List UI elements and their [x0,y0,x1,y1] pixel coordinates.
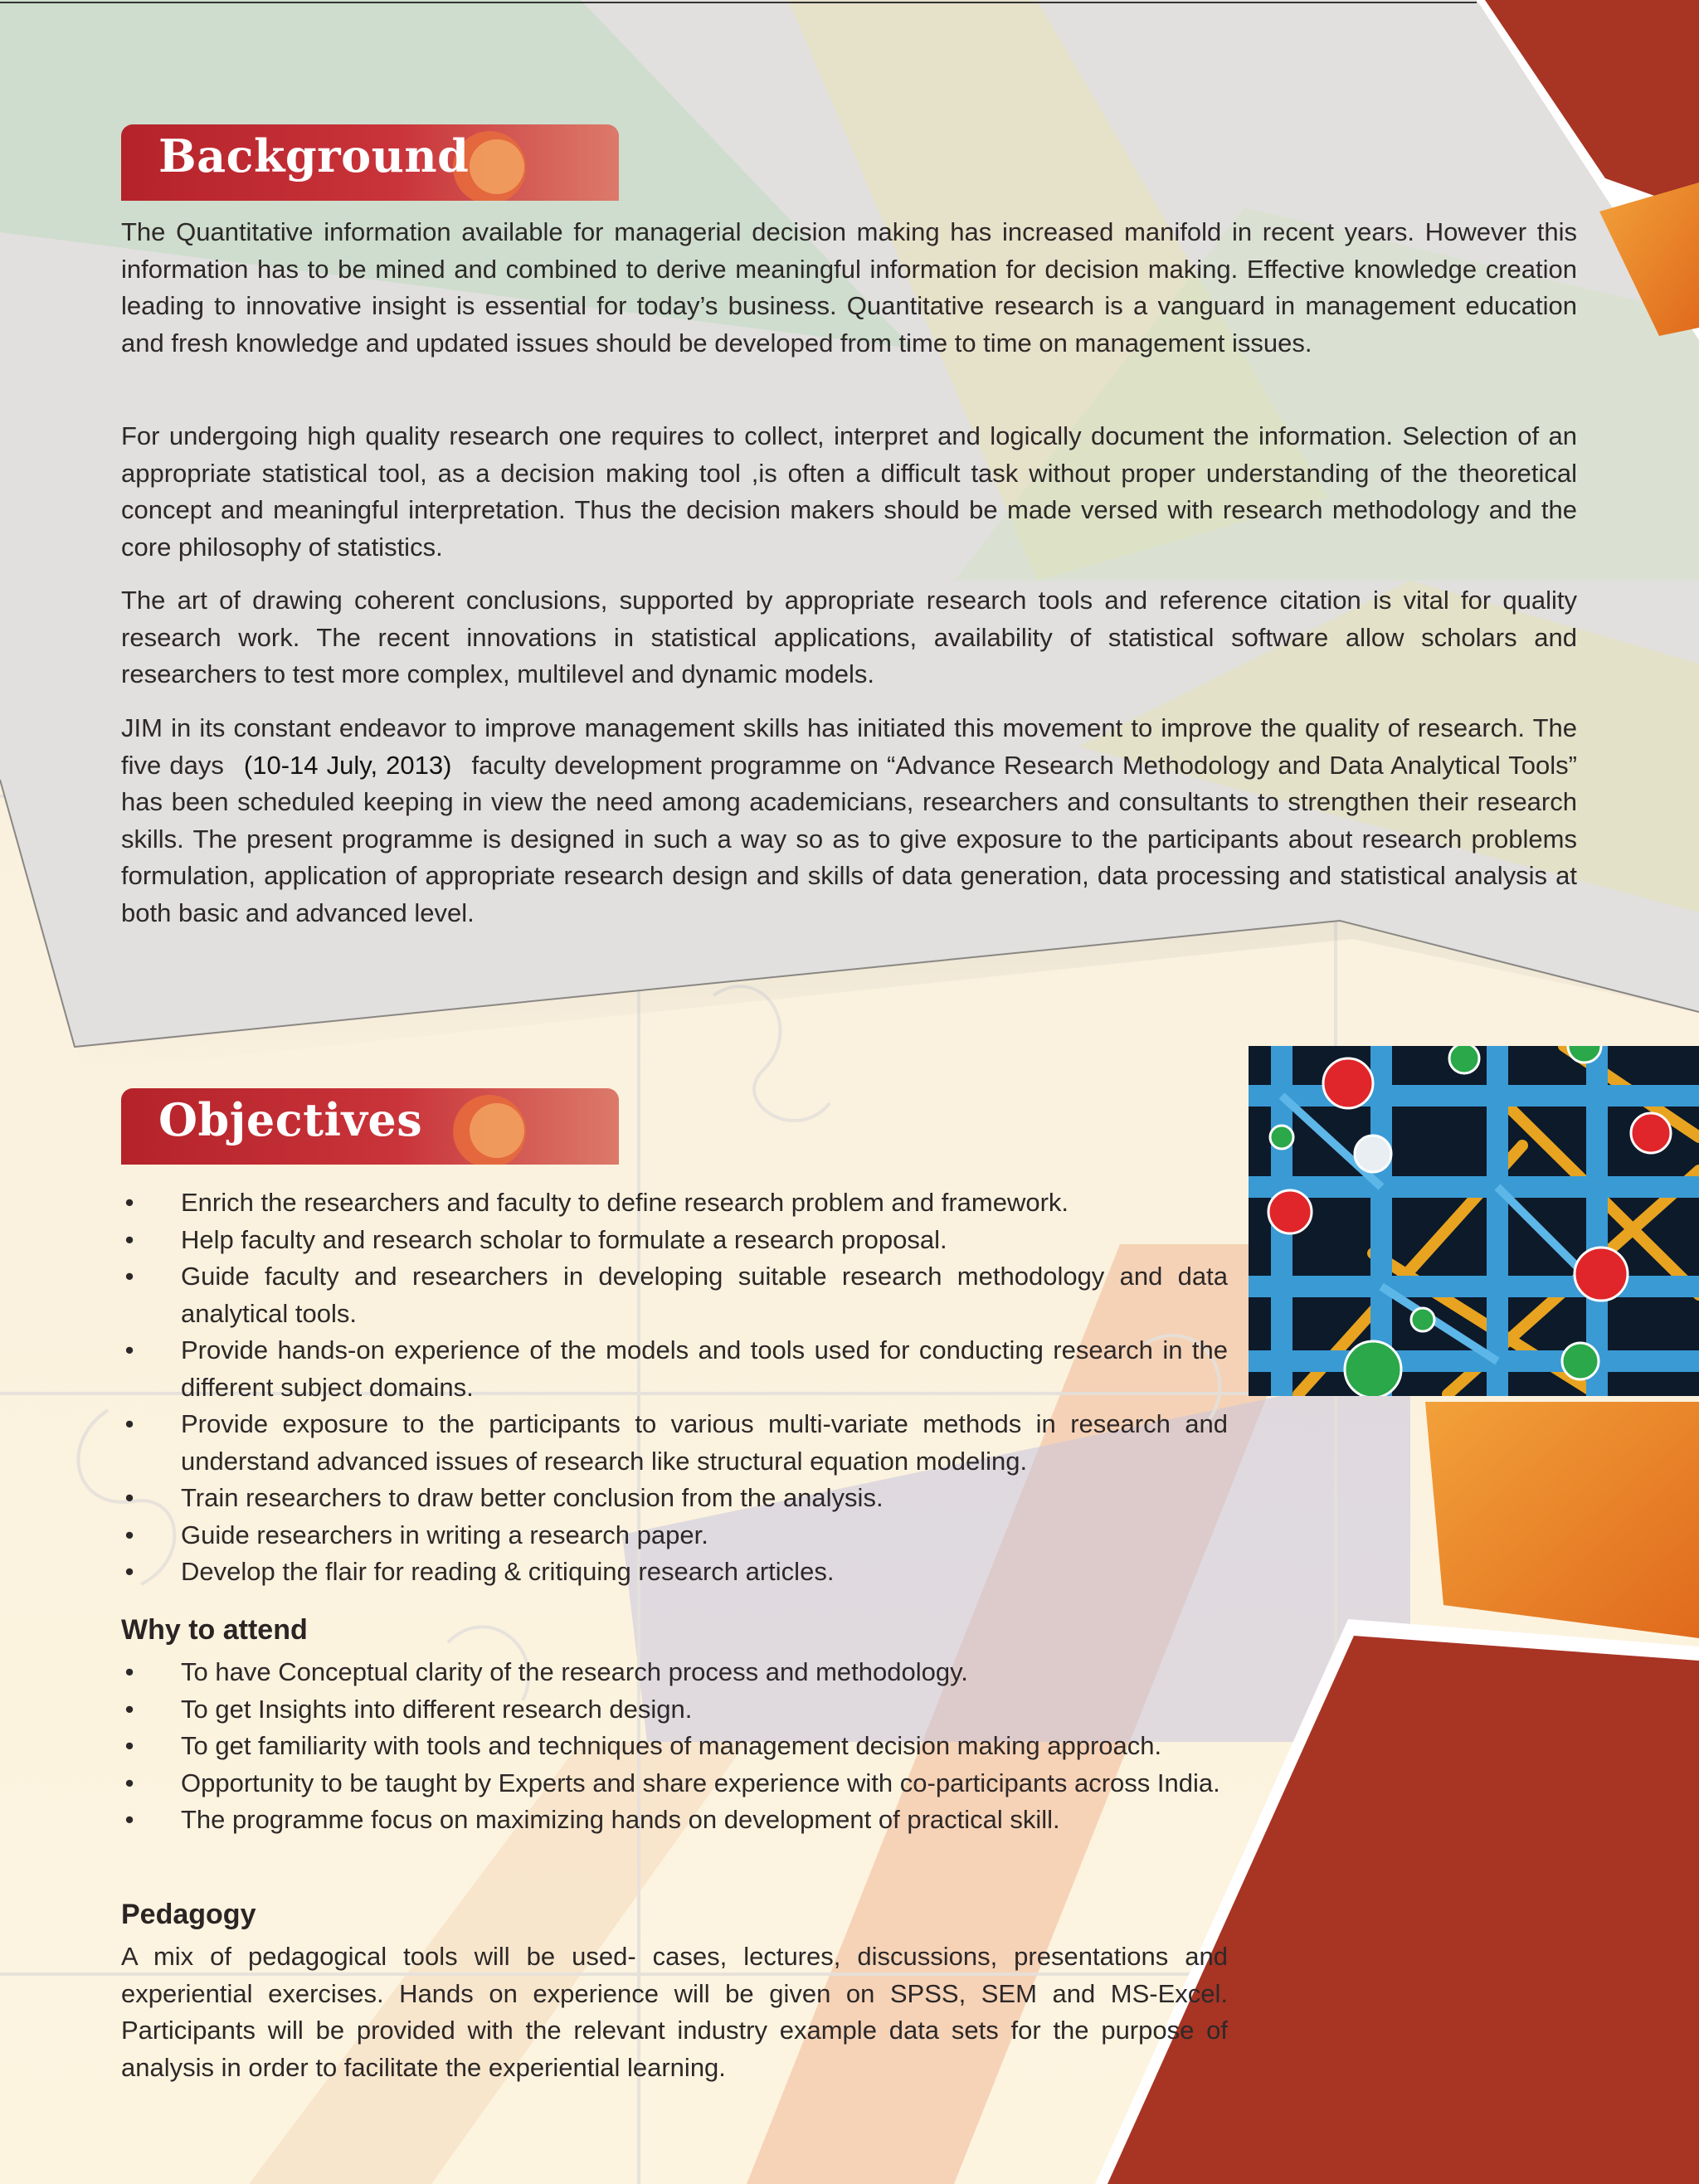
list-item: • Provide hands-on experience of the models and tools used for conducting research in the different subject domains. [124,1335,1228,1402]
list-item: • Enrich the researchers and faculty to define research problem and framework. [124,1188,1069,1217]
list-item: • To get familiarity with tools and techniques of management decision making approach. [124,1731,1162,1760]
list-item: • Opportunity to be taught by Experts and share experience with co-participants across India. [124,1768,1220,1797]
banner-sun-circle-inner [470,139,524,194]
background-paragraph-3: The art of drawing coherent conclusions, supported by appropriate research tools and reference citation is vital for quality research work. The recent innovations in statistical applications, availability of statistical software allow scholars and researchers to test more complex, multilevel and dynamic models. [121,586,1577,688]
pedagogy-heading: Pedagogy [121,1899,256,1930]
molecular-structure-photo [1249,1046,1699,1396]
programme-date: (10-14 July, 2013) [243,750,452,780]
background-paragraph-4 [121,710,1577,931]
objectives-section-banner [121,1088,619,1165]
pedagogy-paragraph: A mix of pedagogical tools will be used- cases, lectures, discussions, presentations and experiential exercises. Hands on experience will be given on SPSS, SEM and MS-Excel. Participants will be provided with the relevant industry example data sets for the purpose of analysis in order to facilitate the experiential learning. [121,1942,1228,2082]
background-paragraph-1: The Quantitative information available for managerial decision making has increased manifold in recent years. However this information has to be mined and combined to derive meaningful information for decision making. Effective knowledge creation leading to innovative insight is essential for today’s business. Quantitative research is a vanguard in management education and fresh knowledge and updated issues should be developed from time to time on management issues. [121,217,1577,358]
list-item: • To have Conceptual clarity of the research process and methodology. [124,1657,968,1686]
objectives-list [121,1184,1228,1591]
list-item: • Help faculty and research scholar to formulate a research proposal. [124,1224,947,1254]
banner-sun-circle-inner [470,1103,524,1158]
why-to-attend-list [121,1654,1228,1839]
list-item: • Guide researchers in writing a research paper. [124,1520,708,1549]
paragraph-4-lead-text: JIM in its constant endeavor to improve management skills has initiated this movement to improve the quality of research. The five days [121,713,1577,780]
list-item: • Train researchers to draw better conclusion from the analysis. [124,1483,884,1512]
list-item: • Provide exposure to the participants to various multi-variate methods in research and understand advanced issues of research like structural equation modeling. [124,1409,1228,1476]
list-item: • Develop the flair for reading & critiquing research articles. [124,1557,835,1586]
background-heading: Background [158,129,470,182]
list-item: • The programme focus on maximizing hands on development of practical skill. [124,1805,1060,1834]
list-item: • To get Insights into different research design. [124,1694,693,1724]
list-item: • Guide faculty and researchers in developing suitable research methodology and data analytical tools. [124,1262,1228,1328]
background-paragraph-2: For undergoing high quality research one requires to collect, interpret and logically document the information. Selection of an appropriate statistical tool, as a decision making tool ,is often a difficult task without proper understanding of the theoretical concept and meaningful interpretation. Thus the decision makers should be made versed with research methodology and the core philosophy of statistics. [121,421,1577,562]
paragraph-4-rest-text: faculty development programme on “Advance Research Methodology and Data Analytical Tools” has been scheduled keeping in view the need among academicians, researchers and consultants to strengthen their research skills. The present programme is designed in such a way so as to give exposure to the participants about research problems formulation, application of appropriate research design and skills of data generation, data processing and statistical analysis at both basic and advanced level. [121,750,1577,927]
why-to-attend-heading: Why to attend [121,1614,308,1646]
objectives-heading: Objectives [158,1093,423,1146]
background-section-banner [121,124,619,201]
